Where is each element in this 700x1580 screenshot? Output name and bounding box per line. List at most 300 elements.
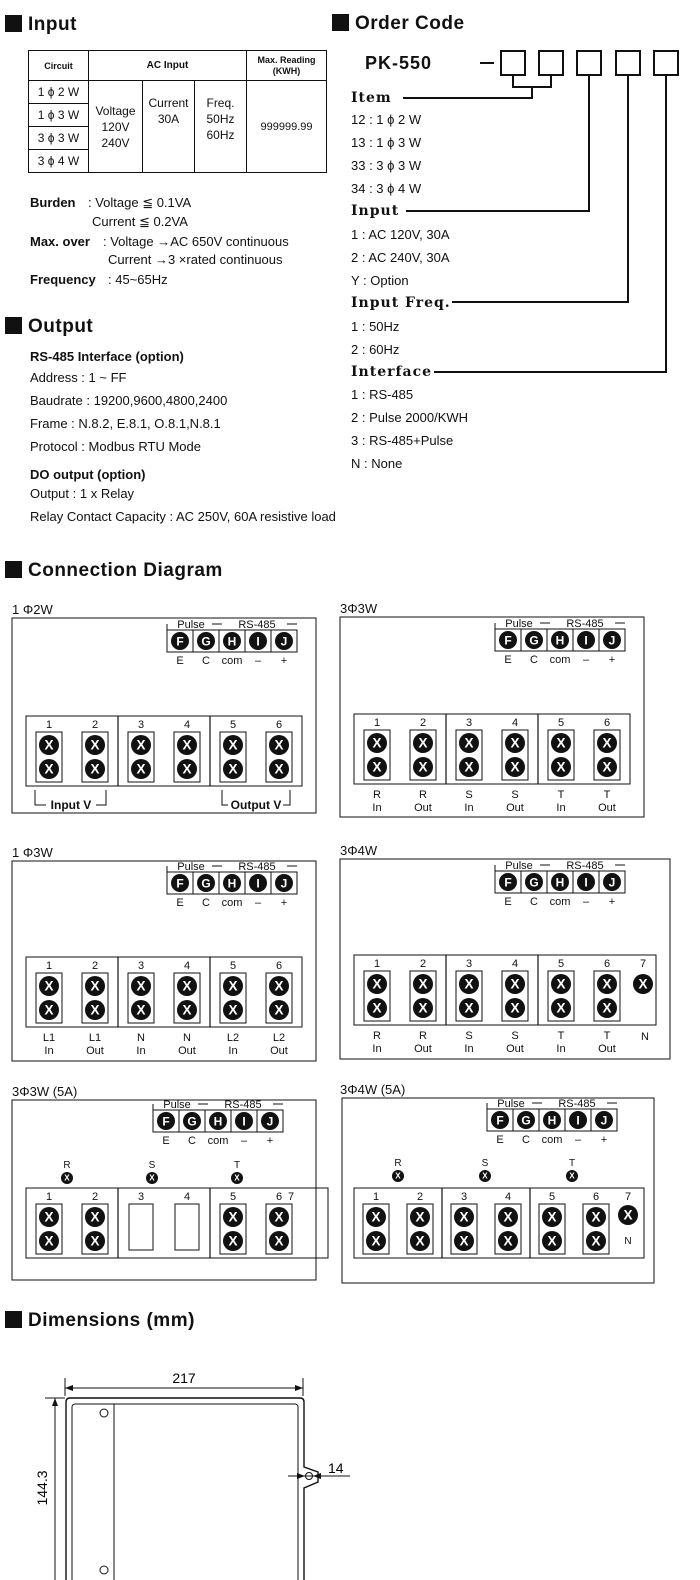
comm-terminal-label: – <box>254 897 262 909</box>
table-header-max-reading: Max. Reading (KWH) <box>247 51 327 81</box>
comm-terminal-label: – <box>582 654 590 666</box>
terminal-screw-label: X <box>274 1233 284 1249</box>
mounting-hole-icon <box>100 1566 108 1574</box>
arrow-icon <box>313 1473 321 1479</box>
terminal-number: 5 <box>548 1191 556 1203</box>
terminal-number: 4 <box>504 1191 512 1203</box>
terminal-screw-label: X <box>90 1002 100 1018</box>
pulse-header: Pulse <box>177 861 205 873</box>
frequency-value: : 45~65Hz <box>108 272 168 287</box>
comm-terminal-letter: J <box>600 1113 608 1128</box>
terminal-screw-label: X <box>136 978 146 994</box>
width-label: 217 <box>172 1370 196 1386</box>
table-cell-circuit: 1 ϕ 3 W <box>29 104 89 127</box>
terminal-number: 6 <box>603 717 611 729</box>
comm-terminal-letter: G <box>201 876 211 891</box>
terminal-label: In <box>136 1045 146 1057</box>
comm-terminal-label: C <box>202 897 210 909</box>
rs485-header: RS-485 <box>238 861 276 873</box>
terminal-screw-label: X <box>482 1171 488 1181</box>
table-cell-circuit: 1 ϕ 2 W <box>29 81 89 104</box>
terminal-screw-label: X <box>510 976 520 992</box>
terminal-screw-label: X <box>372 735 382 751</box>
pulse-header: Pulse <box>177 619 205 631</box>
terminal-number: 3 <box>460 1191 468 1203</box>
terminal-number: 2 <box>419 958 427 970</box>
do-output-text: Output : 1 x Relay <box>30 486 135 501</box>
comm-terminal-label: C <box>530 654 538 666</box>
terminal-screw-label: X <box>274 1002 284 1018</box>
terminal-screw-label: X <box>44 761 54 777</box>
terminal-label: T <box>603 1030 611 1042</box>
terminal-screw-label: X <box>44 978 54 994</box>
output-section-title: Output <box>5 316 93 338</box>
terminal-screw-label: X <box>464 976 474 992</box>
terminal-number: 1 <box>373 717 381 729</box>
terminal-screw-label: X <box>623 1207 633 1223</box>
table-header-circuit: Circuit <box>29 51 89 81</box>
input-option: 1 : AC 120V, 30A <box>351 227 450 242</box>
comm-terminal-label: E <box>176 897 184 909</box>
comm-terminal-letter: H <box>227 876 237 891</box>
terminal-number: 4 <box>511 717 519 729</box>
terminal-label: R <box>419 1030 427 1042</box>
terminal-number: 3 <box>465 958 473 970</box>
terminal-number: 1 <box>372 1191 380 1203</box>
comm-terminal-label: com <box>541 1134 563 1146</box>
maxover-label: Max. over <box>30 234 90 249</box>
terminal-number: 3 <box>137 719 145 731</box>
maxover-current: Current →3 ×rated continuous <box>108 252 283 267</box>
comm-terminal-label: com <box>221 655 243 667</box>
terminal-label: In <box>372 802 382 814</box>
terminal-screw-label: X <box>44 1209 54 1225</box>
diagram-title: 3Φ4W (5A) <box>340 1082 406 1097</box>
terminal-screw-label: X <box>459 1233 469 1249</box>
terminal-label: T <box>557 1030 565 1042</box>
terminal-number: 3 <box>137 1191 145 1203</box>
rs485-header: RS-485 <box>558 1098 596 1110</box>
connection-section-title: Connection Diagram <box>5 560 223 582</box>
phase-label: S <box>148 1160 156 1171</box>
comm-terminal-label: com <box>549 654 571 666</box>
burden-voltage: : Voltage ≦ 0.1VA <box>88 195 192 210</box>
comm-terminal-letter: I <box>256 634 260 649</box>
terminal-number: 7 <box>287 1191 295 1203</box>
comm-terminal-letter: H <box>213 1114 223 1129</box>
terminal-screw-label: X <box>274 737 284 753</box>
item-option: 13 : 1 ϕ 3 W <box>351 135 422 150</box>
interface-option: 2 : Pulse 2000/KWH <box>351 410 469 425</box>
burden-current: Current ≦ 0.2VA <box>92 214 188 229</box>
terminal-label: S <box>465 789 473 801</box>
comm-terminal-letter: H <box>555 875 565 890</box>
terminal-screw-label: X <box>90 1233 100 1249</box>
comm-terminal-label: E <box>504 896 512 908</box>
interface-option: N : None <box>351 456 403 471</box>
terminal-screw-label: X <box>418 759 428 775</box>
comm-terminal-letter: G <box>521 1113 531 1128</box>
terminal-screw-label: X <box>228 761 238 777</box>
comm-terminal-letter: J <box>280 634 288 649</box>
protocol-text: Protocol : Modbus RTU Mode <box>30 439 201 454</box>
main-terminal-block <box>26 957 302 1027</box>
address-text: Address : 1 ~ FF <box>30 370 127 385</box>
comm-terminal-label: C <box>522 1134 530 1146</box>
comm-terminal-letter: H <box>555 633 565 648</box>
terminal-number: 5 <box>229 960 237 972</box>
terminal-screw-label: X <box>418 1000 428 1016</box>
terminal-number: 6 <box>603 958 611 970</box>
terminal-label: R <box>373 789 381 801</box>
terminal-number: 5 <box>229 719 237 731</box>
terminal-screw-label: X <box>136 761 146 777</box>
terminal-label: S <box>511 789 519 801</box>
terminal-label: In <box>44 1045 54 1057</box>
height-label: 144.3 <box>34 1470 50 1506</box>
terminal-screw-label: X <box>44 737 54 753</box>
terminal-screw-label: X <box>372 976 382 992</box>
terminal-number: 3 <box>465 717 473 729</box>
dimensions-section-title: Dimensions (mm) <box>5 1310 195 1332</box>
terminal-number: 5 <box>557 958 565 970</box>
comm-terminal-label: com <box>207 1135 229 1147</box>
interface-option: 3 : RS-485+Pulse <box>351 433 454 448</box>
dimension-drawing <box>0 1360 400 1580</box>
input-label: Input <box>351 203 400 219</box>
terminal-screw-label: X <box>90 761 100 777</box>
comm-terminal-letter: I <box>256 876 260 891</box>
comm-terminal-letter: F <box>176 876 184 891</box>
terminal-screw-label: X <box>90 737 100 753</box>
comm-terminal-label: – <box>240 1135 248 1147</box>
terminal-number: 4 <box>183 960 191 972</box>
rs485-header: RS-485 <box>224 1099 262 1111</box>
terminal-screw-label: X <box>591 1209 601 1225</box>
terminal-screw-label: X <box>464 1000 474 1016</box>
terminal-screw-label: X <box>274 761 284 777</box>
terminal-screw-label: X <box>556 735 566 751</box>
relay-text: Relay Contact Capacity : AC 250V, 60A resistive load <box>30 509 336 524</box>
terminal-label: Out <box>86 1045 104 1057</box>
frame-text: Frame : N.8.2, E.8.1, O.8.1,N.8.1 <box>30 416 221 431</box>
item-option: 34 : 3 ϕ 4 W <box>351 181 422 196</box>
comm-terminal-label: com <box>549 896 571 908</box>
arrow-icon <box>297 1473 305 1479</box>
terminal-label: In <box>464 1043 474 1055</box>
terminal-label: N <box>183 1032 191 1044</box>
comm-terminal-label: + <box>608 654 616 666</box>
phase-label: R <box>63 1160 71 1171</box>
terminal-number: 5 <box>229 1191 237 1203</box>
terminal-number: 1 <box>45 960 53 972</box>
terminal-label: In <box>372 1043 382 1055</box>
terminal-label: In <box>228 1045 238 1057</box>
terminal-screw-label: X <box>371 1209 381 1225</box>
comm-terminal-label: – <box>254 655 262 667</box>
model-code: PK-550 <box>365 53 433 73</box>
comm-terminal-label: + <box>280 655 288 667</box>
rs485-header: RS-485 <box>566 618 604 630</box>
terminal-screw-label: X <box>234 1173 240 1183</box>
terminal-screw-label: X <box>569 1171 575 1181</box>
terminal-number: 7 <box>624 1191 632 1203</box>
pulse-header: Pulse <box>497 1098 525 1110</box>
blank-terminal <box>129 1204 153 1250</box>
input-option: Y : Option <box>351 273 409 288</box>
terminal-screw-label: X <box>136 737 146 753</box>
comm-terminal-letter: I <box>584 633 588 648</box>
terminal-label: Out <box>414 1043 432 1055</box>
terminal-number: 2 <box>91 1191 99 1203</box>
terminal-number: 2 <box>416 1191 424 1203</box>
terminal-screw-label: X <box>182 978 192 994</box>
comm-terminal-label: C <box>202 655 210 667</box>
rs485-title: RS-485 Interface (option) <box>30 349 184 364</box>
comm-terminal-letter: F <box>496 1113 504 1128</box>
terminal-screw-label: X <box>602 759 612 775</box>
terminal-screw-label: X <box>395 1171 401 1181</box>
terminal-screw-label: X <box>372 759 382 775</box>
terminal-number: 6 <box>592 1191 600 1203</box>
maxover-voltage: : Voltage →AC 650V continuous <box>103 234 289 249</box>
terminal-label: Out <box>506 1043 524 1055</box>
terminal-number: 6 <box>275 719 283 731</box>
rs485-header: RS-485 <box>566 860 604 872</box>
terminal-screw-label: X <box>418 976 428 992</box>
interface-option: 1 : RS-485 <box>351 387 414 402</box>
phase-label: T <box>233 1160 241 1171</box>
baudrate-text: Baudrate : 19200,9600,4800,2400 <box>30 393 228 408</box>
table-header-ac-input: AC Input <box>89 51 247 81</box>
input-option: 2 : AC 240V, 30A <box>351 250 450 265</box>
comm-terminal-label: + <box>600 1134 608 1146</box>
comm-terminal-letter: I <box>576 1113 580 1128</box>
comm-terminal-letter: F <box>504 633 512 648</box>
main-terminal-block <box>26 716 302 786</box>
freq-label: Input Freq. <box>351 295 451 311</box>
terminal-screw-label: X <box>510 735 520 751</box>
terminal-screw-label: X <box>44 1002 54 1018</box>
terminal-screw-label: X <box>547 1233 557 1249</box>
comm-terminal-letter: J <box>266 1114 274 1129</box>
comm-terminal-letter: G <box>201 634 211 649</box>
terminal-screw-label: X <box>602 735 612 751</box>
input-section-title: Input <box>5 14 77 36</box>
terminal-screw-label: X <box>556 1000 566 1016</box>
arrow-icon <box>52 1398 58 1406</box>
terminal-number: 1 <box>45 1191 53 1203</box>
terminal-label: Out <box>598 1043 616 1055</box>
comm-terminal-label: C <box>188 1135 196 1147</box>
terminal-screw-label: X <box>591 1233 601 1249</box>
comm-terminal-letter: F <box>504 875 512 890</box>
comm-terminal-label: E <box>504 654 512 666</box>
terminal-screw-label: X <box>64 1173 70 1183</box>
terminal-screw-label: X <box>274 1209 284 1225</box>
comm-terminal-label: com <box>221 897 243 909</box>
comm-terminal-label: + <box>280 897 288 909</box>
terminal-screw-label: X <box>459 1209 469 1225</box>
terminal-label: L2 <box>272 1032 286 1044</box>
diagram-frame <box>340 617 644 817</box>
diagram-title: 3Φ3W <box>340 601 378 616</box>
comm-terminal-letter: G <box>187 1114 197 1129</box>
output-v-label: Output V <box>230 798 282 812</box>
blank-terminal <box>175 1204 199 1250</box>
diagram-title: 3Φ4W <box>340 843 378 858</box>
table-cell-circuit: 3 ϕ 3 W <box>29 127 89 150</box>
section-marker-icon <box>5 1311 22 1328</box>
terminal-label: N <box>641 1031 649 1043</box>
terminal-label: Out <box>178 1045 196 1057</box>
item-option: 12 : 1 ϕ 2 W <box>351 112 422 127</box>
terminal-label: L1 <box>88 1032 102 1044</box>
terminal-screw-label: X <box>228 1002 238 1018</box>
terminal-label: Out <box>270 1045 288 1057</box>
terminal-label: S <box>465 1030 473 1042</box>
terminal-screw-label: X <box>464 735 474 751</box>
comm-terminal-label: + <box>266 1135 274 1147</box>
terminal-number: 4 <box>183 719 191 731</box>
comm-terminal-label: E <box>496 1134 504 1146</box>
freq-option: 1 : 50Hz <box>351 319 400 334</box>
diagram-title: 3Φ3W (5A) <box>12 1084 78 1099</box>
input-v-label: Input V <box>50 798 92 812</box>
terminal-label: T <box>557 789 565 801</box>
comm-terminal-label: E <box>176 655 184 667</box>
terminal-screw-label: X <box>503 1209 513 1225</box>
terminal-screw-label: X <box>418 735 428 751</box>
terminal-label: Out <box>506 802 524 814</box>
pulse-header: Pulse <box>163 1099 191 1111</box>
terminal-screw-label: X <box>503 1233 513 1249</box>
arrow-icon <box>65 1385 73 1391</box>
comm-terminal-letter: J <box>280 876 288 891</box>
meter-inner-outline <box>72 1404 298 1580</box>
phase-label: R <box>394 1158 402 1169</box>
terminal-screw-label: X <box>136 1002 146 1018</box>
pulse-header: Pulse <box>505 860 533 872</box>
terminal-screw-label: X <box>90 1209 100 1225</box>
interface-label: Interface <box>351 364 433 380</box>
terminal-label: R <box>419 789 427 801</box>
comm-terminal-label: C <box>530 896 538 908</box>
terminal-number: 2 <box>91 719 99 731</box>
terminal-screw-label: X <box>182 737 192 753</box>
table-cell-freq: Freq. 50Hz 60Hz <box>195 81 247 173</box>
terminal-screw-label: X <box>44 1233 54 1249</box>
terminal-label: T <box>603 789 611 801</box>
table-cell-max-reading: 999999.99 <box>247 81 327 173</box>
do-title: DO output (option) <box>30 467 146 482</box>
comm-terminal-label: E <box>162 1135 170 1147</box>
terminal-screw-label: X <box>602 976 612 992</box>
comm-terminal-letter: I <box>242 1114 246 1129</box>
terminal-screw-label: X <box>149 1173 155 1183</box>
terminal-number: 1 <box>45 719 53 731</box>
comm-terminal-letter: I <box>584 875 588 890</box>
terminal-number: 2 <box>91 960 99 972</box>
comm-terminal-letter: H <box>547 1113 557 1128</box>
terminal-number: 1 <box>373 958 381 970</box>
frequency-label: Frequency <box>30 272 96 287</box>
diagram-frame <box>12 861 316 1061</box>
terminal-label: R <box>373 1030 381 1042</box>
table-cell-circuit: 3 ϕ 4 W <box>29 150 89 173</box>
terminal-screw-label: X <box>510 759 520 775</box>
comm-terminal-letter: J <box>608 633 616 648</box>
terminal-screw-label: X <box>228 1233 238 1249</box>
terminal-number: 3 <box>137 960 145 972</box>
item-label: Item <box>351 90 392 106</box>
comm-terminal-label: + <box>608 896 616 908</box>
phase-label: T <box>568 1158 576 1169</box>
terminal-screw-label: X <box>464 759 474 775</box>
terminal-label: L2 <box>226 1032 240 1044</box>
diagram-title: 1 Φ3W <box>12 845 53 860</box>
comm-terminal-label: – <box>574 1134 582 1146</box>
side-label: 14 <box>328 1460 344 1476</box>
comm-terminal-letter: F <box>176 634 184 649</box>
terminal-screw-label: X <box>228 1209 238 1225</box>
terminal-screw-label: X <box>90 978 100 994</box>
terminal-label: In <box>556 1043 566 1055</box>
main-terminal-block <box>354 714 630 784</box>
terminal-number: 5 <box>557 717 565 729</box>
terminal-screw-label: X <box>228 737 238 753</box>
terminal-label: N <box>624 1236 632 1247</box>
terminal-screw-label: X <box>372 1000 382 1016</box>
meter-outline <box>66 1398 318 1580</box>
terminal-screw-label: X <box>556 759 566 775</box>
comm-terminal-label: – <box>582 896 590 908</box>
terminal-number: 7 <box>639 958 647 970</box>
mounting-hole-icon <box>100 1409 108 1417</box>
terminal-screw-label: X <box>415 1209 425 1225</box>
terminal-screw-label: X <box>274 978 284 994</box>
phase-label: S <box>481 1158 489 1169</box>
terminal-screw-label: X <box>228 978 238 994</box>
terminal-screw-label: X <box>556 976 566 992</box>
terminal-number: 6 <box>275 960 283 972</box>
comm-terminal-letter: F <box>162 1114 170 1129</box>
terminal-screw-label: X <box>182 761 192 777</box>
terminal-label: In <box>556 802 566 814</box>
terminal-label: Out <box>598 802 616 814</box>
arrow-icon <box>295 1385 303 1391</box>
item-option: 33 : 3 ϕ 3 W <box>351 158 422 173</box>
terminal-label: Out <box>414 802 432 814</box>
burden-label: Burden <box>30 195 76 210</box>
comm-terminal-letter: G <box>529 633 539 648</box>
comm-terminal-letter: J <box>608 875 616 890</box>
terminal-label: S <box>511 1030 519 1042</box>
terminal-screw-label: X <box>602 1000 612 1016</box>
order-code-section-title: Order Code <box>332 13 465 35</box>
pulse-header: Pulse <box>505 618 533 630</box>
terminal-screw-label: X <box>547 1209 557 1225</box>
terminal-number: 4 <box>183 1191 191 1203</box>
terminal-label: In <box>464 802 474 814</box>
terminal-label: L1 <box>42 1032 56 1044</box>
freq-option: 2 : 60Hz <box>351 342 400 357</box>
terminal-screw-label: X <box>510 1000 520 1016</box>
terminal-number: 6 <box>275 1191 283 1203</box>
terminal-screw-label: X <box>415 1233 425 1249</box>
comm-terminal-letter: H <box>227 634 237 649</box>
terminal-label: N <box>137 1032 145 1044</box>
